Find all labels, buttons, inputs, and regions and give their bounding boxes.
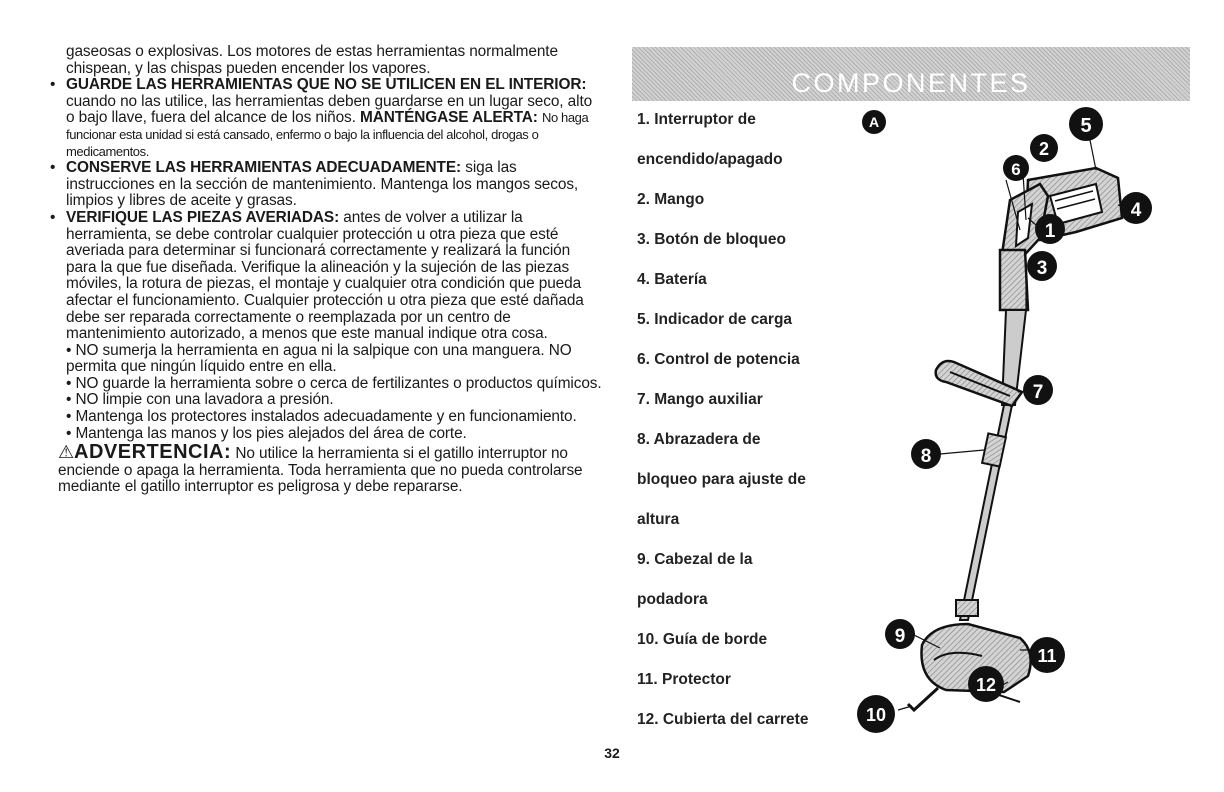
svg-text:11: 11 xyxy=(1037,646,1057,666)
trimmer-head xyxy=(908,624,1031,710)
bullet-text: cuando no las utilice, las herramientas deben guardarse en un lugar seco, alto o bajo llave, fuera del alcance de los niños. xyxy=(66,92,593,127)
svg-text:7: 7 xyxy=(1032,382,1044,403)
components-banner xyxy=(632,47,1190,101)
components-line: 2. Mango xyxy=(637,191,705,208)
sub-item: • Mantenga las manos y los pies alejados del área de corte. xyxy=(66,424,467,442)
components-line: 5. Indicador de carga xyxy=(637,311,793,328)
components-line: 7. Mango auxiliar xyxy=(637,391,763,408)
components-line: 12. Cubierta del carrete xyxy=(637,711,809,728)
callout-4 xyxy=(1120,192,1152,224)
svg-text:10: 10 xyxy=(865,705,887,725)
svg-text:4: 4 xyxy=(1130,200,1142,221)
bullet-heading: VERIFIQUE LAS PIEZAS AVERIADAS: xyxy=(66,208,340,226)
warning-text: No utilice la herramienta si el gatillo interruptor no enciende o apaga la herramienta. Toda herramienta que no pueda controlarse mediante el gatillo interruptor es peligrosa y debe repararse. xyxy=(58,445,583,496)
components-line: 1. Interruptor de xyxy=(637,111,756,128)
callout-9 xyxy=(885,619,915,649)
callout-10 xyxy=(857,695,895,733)
callout-1 xyxy=(1035,214,1065,244)
components-line: 3. Botón de bloqueo xyxy=(637,231,786,248)
bullet-check-damaged xyxy=(58,210,603,343)
intro-paragraph: gaseosas o explosivas. Los motores de estas herramientas normalmente chispean, y las chispas pueden encender los vapores. xyxy=(66,43,558,77)
svg-text:5: 5 xyxy=(1080,115,1092,137)
alert-text: No haga funcionar esta unidad si está cansado, enfermo o bajo la influencia del alcohol, drogas o medicamentos. xyxy=(66,110,589,159)
svg-text:6: 6 xyxy=(1011,160,1021,179)
components-line: 6. Control de potencia xyxy=(637,351,800,368)
components-line: bloqueo para ajuste de xyxy=(637,471,806,488)
callout-3 xyxy=(1027,251,1057,281)
figure-label-text: A xyxy=(868,114,880,130)
warning-triangle-icon: ⚠ xyxy=(58,442,75,463)
components-line: 11. Protector xyxy=(637,671,731,688)
callout-6 xyxy=(1003,155,1029,181)
components-line: podadora xyxy=(637,591,708,608)
callout-12 xyxy=(968,666,1004,702)
callout-7 xyxy=(1023,375,1053,405)
components-line: encendido/apagado xyxy=(637,151,783,168)
svg-text:8: 8 xyxy=(920,446,932,467)
callout-5 xyxy=(1069,107,1103,141)
rear-handle xyxy=(1000,184,1048,310)
svg-text:9: 9 xyxy=(894,626,906,647)
bullet-heading: GUARDE LAS HERRAMIENTAS QUE NO SE UTILICEN EN EL INTERIOR: xyxy=(66,76,587,94)
warning-paragraph xyxy=(58,441,603,496)
components-line: 8. Abrazadera de xyxy=(637,431,761,448)
safety-text-column xyxy=(58,44,603,496)
components-line: 10. Guía de borde xyxy=(637,631,768,648)
sub-item: • NO sumerja la herramienta en agua ni la salpique con una manguera. NO permita que ningún líquido entre en ella. xyxy=(66,341,572,376)
components-line: 4. Batería xyxy=(637,271,707,288)
sub-item: • Mantenga los protectores instalados adecuadamente y en funcionamiento. xyxy=(66,408,577,426)
sub-item: • NO limpie con una lavadora a presión. xyxy=(66,391,334,409)
bullet-text: siga las instrucciones en la sección de mantenimiento. Mantenga los mangos secos, limpios y libres de aceite y grasas. xyxy=(66,159,579,210)
height-clamp xyxy=(982,433,1006,466)
banner-title: COMPONENTES xyxy=(791,67,1031,98)
callout-8 xyxy=(911,439,941,469)
components-line: altura xyxy=(637,511,680,528)
shaft-collar xyxy=(956,600,978,616)
warning-heading: ADVERTENCIA: xyxy=(74,441,232,464)
sub-item: • NO guarde la herramienta sobre o cerca de fertilizantes o productos químicos. xyxy=(66,374,602,392)
bullet-store-tools xyxy=(58,77,603,160)
callout-11 xyxy=(1029,637,1065,673)
bullet-text: antes de volver a utilizar la herramienta, se debe controlar cualquier protección u otra pieza que esté averiada para determinar si funcionará correctamente y realizará la función para la que fue diseñada. Verifique la alineación y la sujeción de las piezas móviles, la rotura de piezas, el montaje y cualquier otra condición que pueda afectar el funcionamiento. Cualquier protección u otra pieza que esté dañada debe ser reparada correctamente o reemplazada por un centro de mantenimiento autorizado, a menos que este manual indique otra cosa. xyxy=(66,208,584,343)
bullet-maintain-tools xyxy=(58,160,603,210)
svg-text:2: 2 xyxy=(1038,139,1050,159)
bullet-heading: CONSERVE LAS HERRAMIENTAS ADECUADAMENTE: xyxy=(66,159,462,177)
page-number: 32 xyxy=(604,745,620,761)
string-trimmer-illustration xyxy=(850,100,1205,740)
svg-text:12: 12 xyxy=(975,675,997,695)
alert-heading: MANTÉNGASE ALERTA: xyxy=(360,109,538,127)
svg-text:1: 1 xyxy=(1044,221,1056,242)
components-list xyxy=(637,111,852,751)
components-line: 9. Cabezal de la xyxy=(637,551,753,568)
svg-text:3: 3 xyxy=(1036,258,1048,279)
callout-2 xyxy=(1030,134,1058,162)
